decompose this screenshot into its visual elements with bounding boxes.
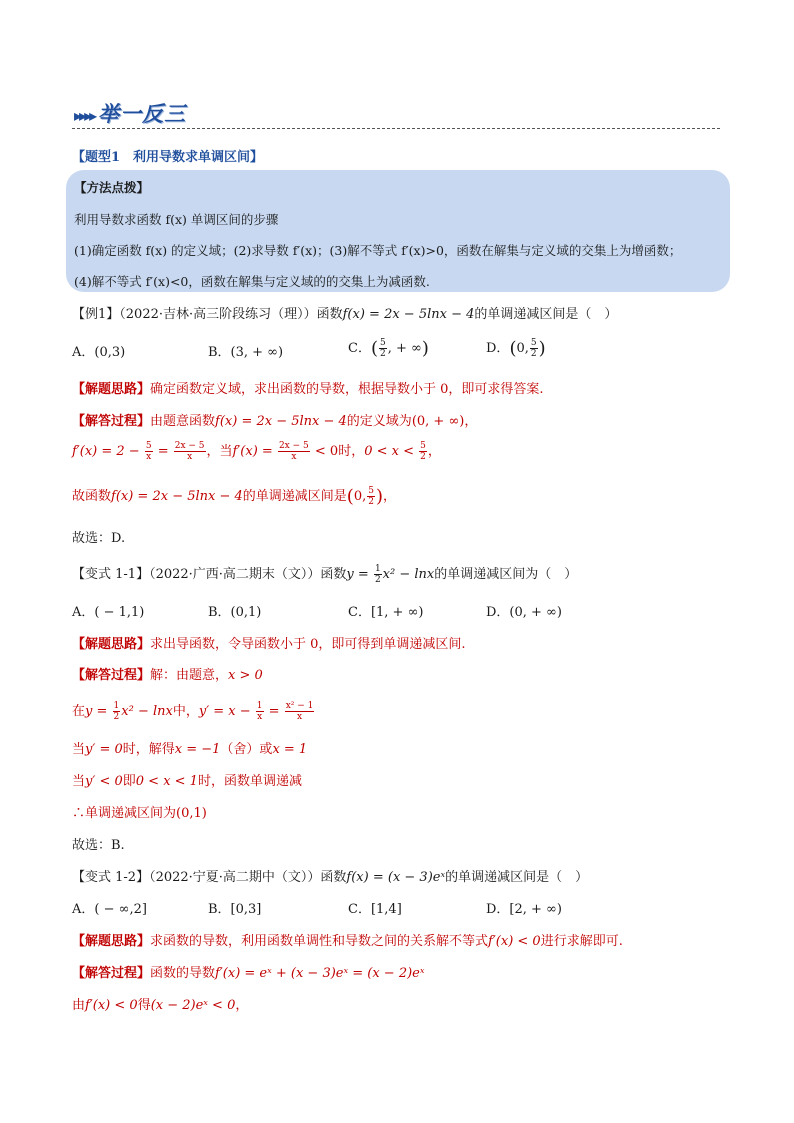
method-title: 【方法点拨】 — [74, 180, 150, 195]
example-1-option-b: B．(3, + ∞) — [208, 345, 284, 360]
method-line-1: 利用导数求函数 f(x) 单调区间的步骤 — [74, 212, 279, 227]
variant-1-1-option-d: D．(0, + ∞) — [486, 605, 562, 620]
method-tips-box — [66, 170, 730, 292]
example-1-option-c: C．( $\frac{5}{2}$ , + ∞) — [348, 338, 429, 359]
variant-1-1-process: 【解答过程】解：由题意，x > 0 — [72, 668, 263, 683]
function-expression: f(x) = 2x − 5lnx − 4 — [342, 307, 475, 322]
variant-1-1-interval-line: ∴单调递减区间为(0,1) — [72, 806, 207, 821]
variant-1-1-solve-line: 当y′ = 0时，解得x = −1（舍）或x = 1 — [72, 742, 308, 757]
variant-1-2-option-c: C．[1,4] — [348, 902, 402, 917]
example-1-derivative-line: f′(x) = 2 − $\frac{5}{x}$ = $\frac{2x - 5}{x}$ ，当f′(x) = $\frac{2x - 5}{x}$ < 0时，0 < x < $\frac{5}{2}$ ， — [72, 441, 441, 462]
variant-1-1-option-a: A．( − 1,1) — [72, 605, 145, 620]
variant-1-2-option-a: A．( − ∞,2] — [72, 902, 147, 917]
variant-1-1-option-c: C．[1, + ∞) — [348, 605, 424, 620]
variant-1-1-derivative-line: 在y = $\frac{1}{2}$ x² − lnx中，y′ = x − $\frac{1}{x}$ = $\frac{\text{x² − 1}}{x}$ — [72, 701, 314, 722]
variant-1-2-option-d: D．[2, + ∞) — [486, 902, 562, 917]
example-1-process: 【解答过程】由题意函数f(x) = 2x − 5lnx − 4的定义域为(0, + ∞)， — [72, 414, 478, 429]
example-1-conclusion: 故函数f(x) = 2x − 5lnx − 4的单调递减区间是(0, $\frac{5}{2}$ )， — [72, 486, 397, 507]
triple-arrow-icon: ▸▸▸▸ — [74, 106, 95, 125]
variant-1-1-decreasing-line: 当y′ < 0即0 < x < 1时，函数单调递减 — [72, 774, 302, 789]
example-1-answer: 故选：D. — [72, 531, 126, 546]
example-1-option-a: A．(0,3) — [72, 345, 126, 360]
variant-1-1-answer: 故选：B. — [72, 838, 125, 853]
variant-1-2-option-b: B．[0,3] — [208, 902, 262, 917]
section-banner — [74, 98, 186, 128]
method-line-2: (1)确定函数 f(x) 的定义域；(2)求导数 f′(x)；(3)解不等式 f′(x)>0，函数在解集与定义域的交集上为增函数； — [74, 243, 682, 258]
variant-1-1-option-b: B．(0,1) — [208, 605, 262, 620]
example-1-idea: 【解题思路】确定函数定义域，求出函数的导数，根据导数小于 0，即可求得答案. — [72, 382, 544, 397]
dashed-divider — [72, 128, 720, 129]
question-type-title: 【题型1 利用导数求单调区间】 — [72, 150, 264, 165]
example-1-stem: 【例1】（2022·吉林·高三阶段练习（理））函数f(x) = 2x − 5lnx − 4的单调递减区间是（ ） — [72, 307, 618, 322]
method-line-3: (4)解不等式 f′(x)<0，函数在解集与定义域的的交集上为减函数. — [74, 274, 430, 289]
variant-1-2-idea: 【解题思路】求函数的导数，利用函数单调性和导数之间的关系解不等式f′(x) < 0进行求解即可. — [72, 934, 623, 949]
variant-1-1-idea: 【解题思路】求出导函数，令导函数小于 0，即可得到单调递减区间. — [72, 637, 466, 652]
section-banner-title: 举一反三 — [98, 101, 187, 126]
variant-1-2-inequality-line: 由f′(x) < 0得(x − 2)eˣ < 0， — [72, 998, 249, 1013]
example-1-option-d: D．(0, $\frac{5}{2}$ ) — [486, 338, 546, 359]
variant-1-1-stem: 【变式 1-1】（2022·广西·高二期末（文））函数y = $\frac{1}{2}$ x² − lnx的单调递减区间为（ ） — [72, 564, 578, 585]
variant-1-2-process: 【解答过程】函数的导数f′(x) = eˣ + (x − 3)eˣ = (x − 2)eˣ — [72, 966, 425, 981]
variant-1-2-stem: 【变式 1-2】（2022·宁夏·高二期中（文））函数f(x) = (x − 3)eˣ的单调递减区间是（ ） — [72, 870, 589, 885]
